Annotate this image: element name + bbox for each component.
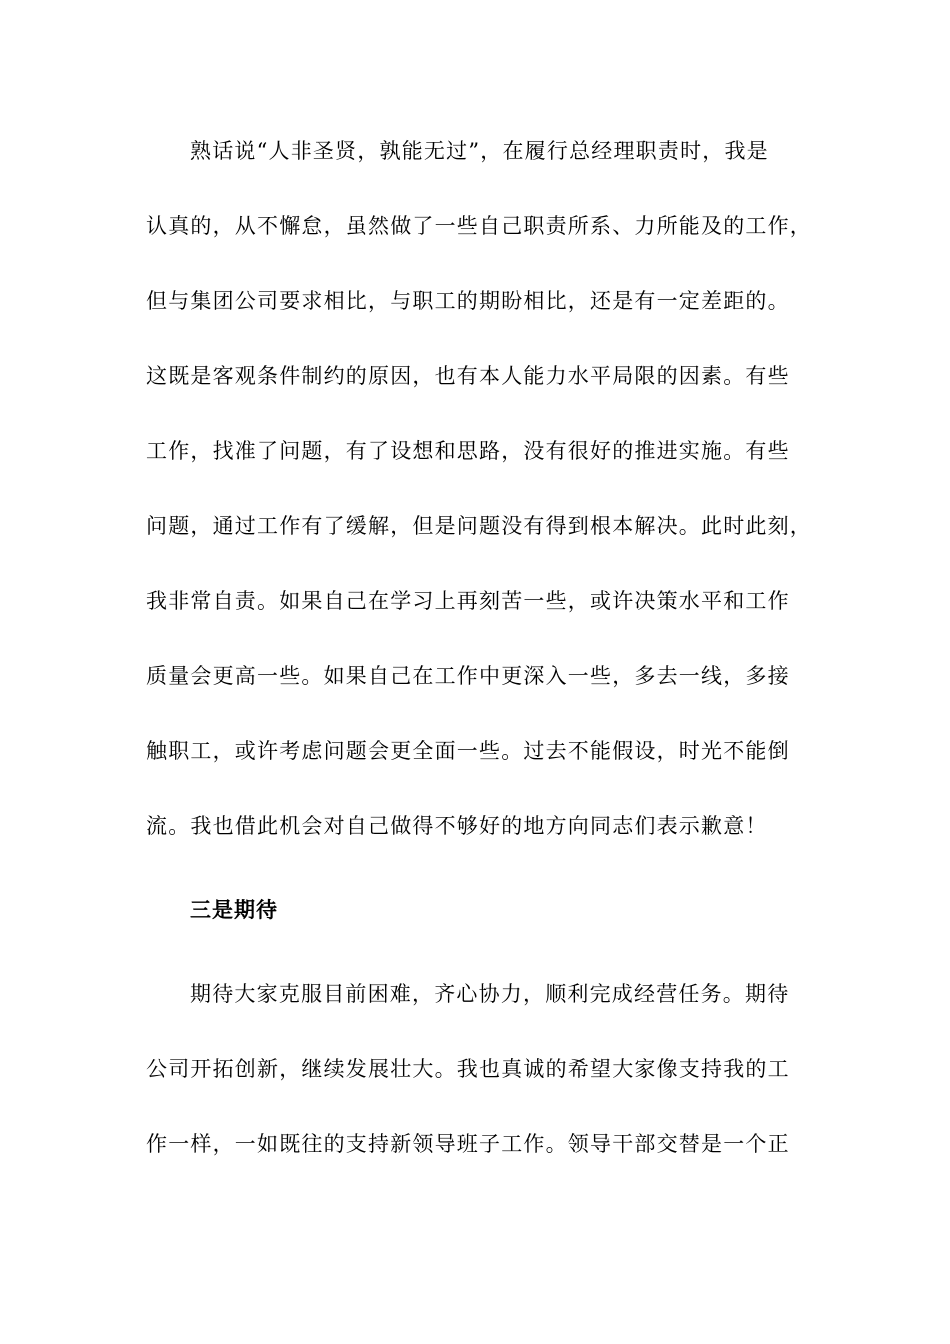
paragraph-line: 作一样，一如既往的支持新领导班子工作。领导干部交替是一个正 <box>146 1132 790 1156</box>
paragraph-line: 期待大家克服目前困难，齐心协力，顺利完成经营任务。期待 <box>190 982 790 1006</box>
paragraph-line: 触职工，或许考虑问题会更全面一些。过去不能假设，时光不能倒 <box>146 739 790 763</box>
paragraph-line: 问题，通过工作有了缓解，但是问题没有得到根本解决。此时此刻， <box>146 514 812 538</box>
section-heading: 三是期待 <box>190 897 278 922</box>
paragraph-line: 我非常自责。如果自己在学习上再刻苦一些，或许决策水平和工作 <box>146 589 790 613</box>
paragraph-line: 工作，找准了问题，有了设想和思路，没有很好的推进实施。有些 <box>146 439 790 463</box>
paragraph-line: 熟话说“人非圣贤，孰能无过”，在履行总经理职责时，我是 <box>190 139 769 163</box>
paragraph-line: 质量会更高一些。如果自己在工作中更深入一些，多去一线，多接 <box>146 664 790 688</box>
paragraph-line: 流。我也借此机会对自己做得不够好的地方向同志们表示歉意！ <box>146 814 768 838</box>
paragraph-line: 这既是客观条件制约的原因，也有本人能力水平局限的因素。有些 <box>146 364 790 388</box>
paragraph-line: 公司开拓创新，继续发展壮大。我也真诚的希望大家像支持我的工 <box>146 1057 790 1081</box>
paragraph-line: 但与集团公司要求相比，与职工的期盼相比，还是有一定差距的。 <box>146 289 790 313</box>
paragraph-line: 认真的，从不懈怠，虽然做了一些自己职责所系、力所能及的工作， <box>146 214 812 238</box>
